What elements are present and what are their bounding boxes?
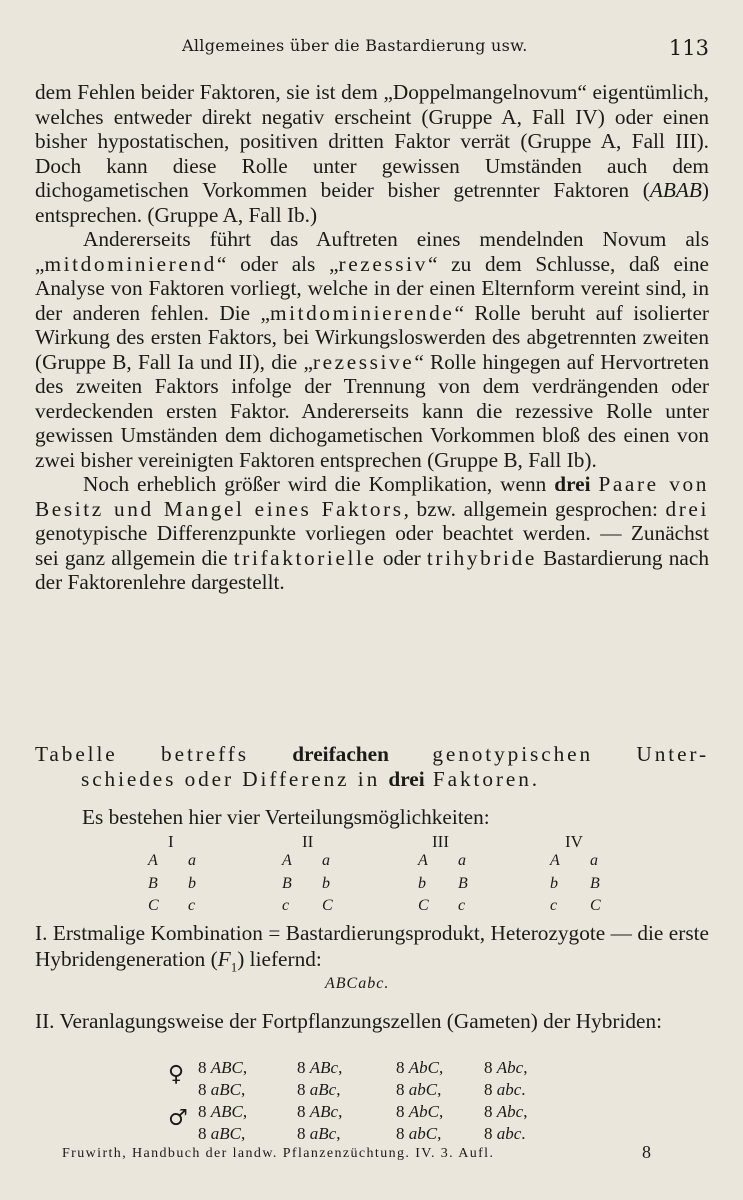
gamete-entry: 8 aBC, bbox=[198, 1080, 246, 1099]
generation-subscript: 1 bbox=[230, 959, 238, 975]
title-text: genotypischen Unter- bbox=[388, 742, 709, 766]
page-header bbox=[0, 36, 743, 62]
factor-letter: c bbox=[188, 897, 196, 914]
paragraph-text: Bastardierung nach der Faktorenlehre dargestellt. bbox=[35, 545, 709, 594]
title-text: Tabelle betreffs bbox=[35, 742, 293, 766]
heterozygote-formula: ABCabc. bbox=[325, 975, 390, 992]
spaced-term: mitdominierende bbox=[269, 300, 455, 325]
spaced-term: mitdominierend bbox=[44, 251, 217, 276]
gamete-entry: 8 ABc, bbox=[297, 1058, 343, 1077]
factor-letter: a bbox=[458, 852, 466, 869]
factor-letter: b bbox=[550, 875, 558, 892]
spaced-term: Paare von Besitz und Mangel eines Faktors bbox=[35, 472, 709, 521]
factor-letter: b bbox=[188, 875, 196, 892]
gamete-entry: 8 AbC, bbox=[396, 1058, 444, 1077]
factor-letter: C bbox=[322, 897, 333, 914]
section-text: I. Erstmalige Kombination = Bastardierungsprodukt, Heterozygote — die erste Hybridengeneration ( bbox=[35, 921, 709, 971]
paragraph-2 bbox=[35, 227, 709, 472]
title-bold: drei bbox=[388, 766, 425, 791]
bold-term: drei bbox=[554, 472, 591, 496]
factor-letter: b bbox=[322, 875, 330, 892]
paragraph-3 bbox=[35, 472, 709, 595]
paragraph-text: genotypische Differenzpunkte vorliegen oder beachtet werden. — Zunächst sei ganz allgemein die bbox=[35, 521, 709, 570]
female-symbol: ♀ bbox=[168, 1062, 185, 1087]
paragraph-text: “ Rolle hingegen auf Hervortreten des zweiten Faktors infolge der Trennung von dem verdrängenden oder verdeckenden ersten Faktor. Andererseits kann die rezessive Rolle unter gewissen Umständen dem dichogametischen Vorkommen bloß des einen von zwei bisher vereinigten Faktoren entsprechen (Gruppe B, Fall Ib). bbox=[35, 349, 709, 472]
paragraph-text: Noch erheblich größer wird die Komplikation, wenn bbox=[83, 472, 555, 496]
factor-letter: A bbox=[148, 852, 158, 869]
factor-letter: A bbox=[282, 852, 292, 869]
factor-letter: C bbox=[590, 897, 601, 914]
factor-formula: ABAB bbox=[649, 178, 702, 202]
gamete-entry: 8 abC, bbox=[396, 1080, 442, 1099]
paragraph-text: “ Rolle beruht auf isolierter Wirkung des ersten Faktors, bei Wirkungsloswerden des abgetrennten zweiten (Gruppe B, Fall Ia und II), die „ bbox=[35, 300, 709, 374]
gamete-entry: 8 Abc, bbox=[484, 1058, 528, 1077]
paragraph-1 bbox=[35, 80, 709, 227]
paragraph-text: Andererseits führt das Auftreten eines mendelnden Novum als „ bbox=[35, 227, 709, 276]
factor-letter: c bbox=[282, 897, 290, 914]
table-title bbox=[35, 742, 709, 791]
factor-letter: C bbox=[148, 897, 159, 914]
gamete-entry: 8 abc. bbox=[484, 1124, 526, 1143]
body-text bbox=[35, 80, 709, 595]
section-text: ) liefernd: bbox=[237, 947, 322, 971]
spaced-term: rezessive bbox=[312, 349, 415, 374]
paragraph-text: “ zu dem Schlusse, daß eine Analyse von Faktoren vorliegt, welche in der einen Elternform vereint sind, in der anderen fehlen. Die „ bbox=[35, 251, 709, 325]
factor-letter: B bbox=[148, 875, 158, 892]
factor-letter: C bbox=[418, 897, 429, 914]
paragraph-text: “ oder als „ bbox=[216, 251, 339, 276]
signature-mark: 8 bbox=[642, 1142, 651, 1162]
male-symbol: ♂ bbox=[168, 1106, 188, 1131]
distribution-intro: Es bestehen hier vier Verteilungsmöglichkeiten: bbox=[82, 805, 490, 829]
factor-letter: B bbox=[590, 875, 600, 892]
factor-letter: c bbox=[458, 897, 466, 914]
paragraph-text: , bzw. allgemein gesprochen: bbox=[403, 496, 666, 521]
factor-letter: B bbox=[282, 875, 292, 892]
paragraph-text: oder bbox=[376, 545, 427, 570]
table-title-line-2 bbox=[35, 767, 709, 792]
gamete-entry: 8 abc. bbox=[484, 1080, 526, 1099]
factor-letter: a bbox=[188, 852, 196, 869]
section-2-text: II. Veranlagungsweise der Fortpflanzungszellen (Gameten) der Hybriden: bbox=[35, 1009, 663, 1033]
column-head-2: II bbox=[302, 832, 314, 851]
factor-letter: A bbox=[418, 852, 428, 869]
column-head-4: IV bbox=[565, 832, 583, 851]
spaced-term: trifaktorielle bbox=[233, 545, 377, 570]
generation-symbol: F bbox=[217, 947, 231, 971]
title-text: Faktoren. bbox=[424, 766, 541, 791]
gamete-entry: 8 aBc, bbox=[297, 1124, 341, 1143]
title-bold: dreifachen bbox=[292, 742, 389, 766]
gamete-entry: 8 ABC, bbox=[198, 1102, 248, 1121]
title-text: schiedes oder Differenz in bbox=[81, 766, 389, 791]
paragraph-text: ) entsprechen. (Gruppe A, Fall Ib.) bbox=[35, 178, 709, 227]
running-head: Allgemeines über die Bastardierung usw. bbox=[182, 36, 528, 55]
factor-letter: B bbox=[458, 875, 468, 892]
spaced-term: rezessiv bbox=[338, 251, 428, 276]
factor-letter: b bbox=[418, 875, 426, 892]
spaced-term: drei bbox=[665, 496, 709, 521]
factor-letter: a bbox=[322, 852, 330, 869]
page-number: 113 bbox=[668, 36, 709, 60]
factor-letter: c bbox=[550, 897, 558, 914]
gamete-entry: 8 ABc, bbox=[297, 1102, 343, 1121]
gamete-entry: 8 abC, bbox=[396, 1124, 442, 1143]
paragraph-text: dem Fehlen beider Faktoren, sie ist dem „Doppelmangelnovum“ eigentümlich, welches entweder direkt negativ erscheint (Gruppe A, Fall IV) oder einen bisher hypostatischen, positiven dritten Faktor verrät (Gruppe A, Fall III). Doch kann diese Rolle unter gewissen Umständen auch dem dichogametischen Vorkommen beider bisher getrennter Faktoren ( bbox=[35, 80, 709, 202]
gamete-entry: 8 aBc, bbox=[297, 1080, 341, 1099]
factor-letter: a bbox=[590, 852, 598, 869]
table-title-line-1 bbox=[35, 742, 709, 767]
gamete-entry: 8 AbC, bbox=[396, 1102, 444, 1121]
gamete-entry: 8 aBC, bbox=[198, 1124, 246, 1143]
gamete-entry: 8 ABC, bbox=[198, 1058, 248, 1077]
footer-citation: Fruwirth, Handbuch der landw. Pflanzenzüchtung. IV. 3. Aufl. bbox=[62, 1146, 495, 1161]
column-head-1: I bbox=[168, 832, 174, 851]
gamete-entry: 8 Abc, bbox=[484, 1102, 528, 1121]
section-1-text bbox=[35, 920, 709, 980]
column-head-3: III bbox=[432, 832, 449, 851]
factor-letter: A bbox=[550, 852, 560, 869]
spaced-term: trihybride bbox=[426, 545, 537, 570]
